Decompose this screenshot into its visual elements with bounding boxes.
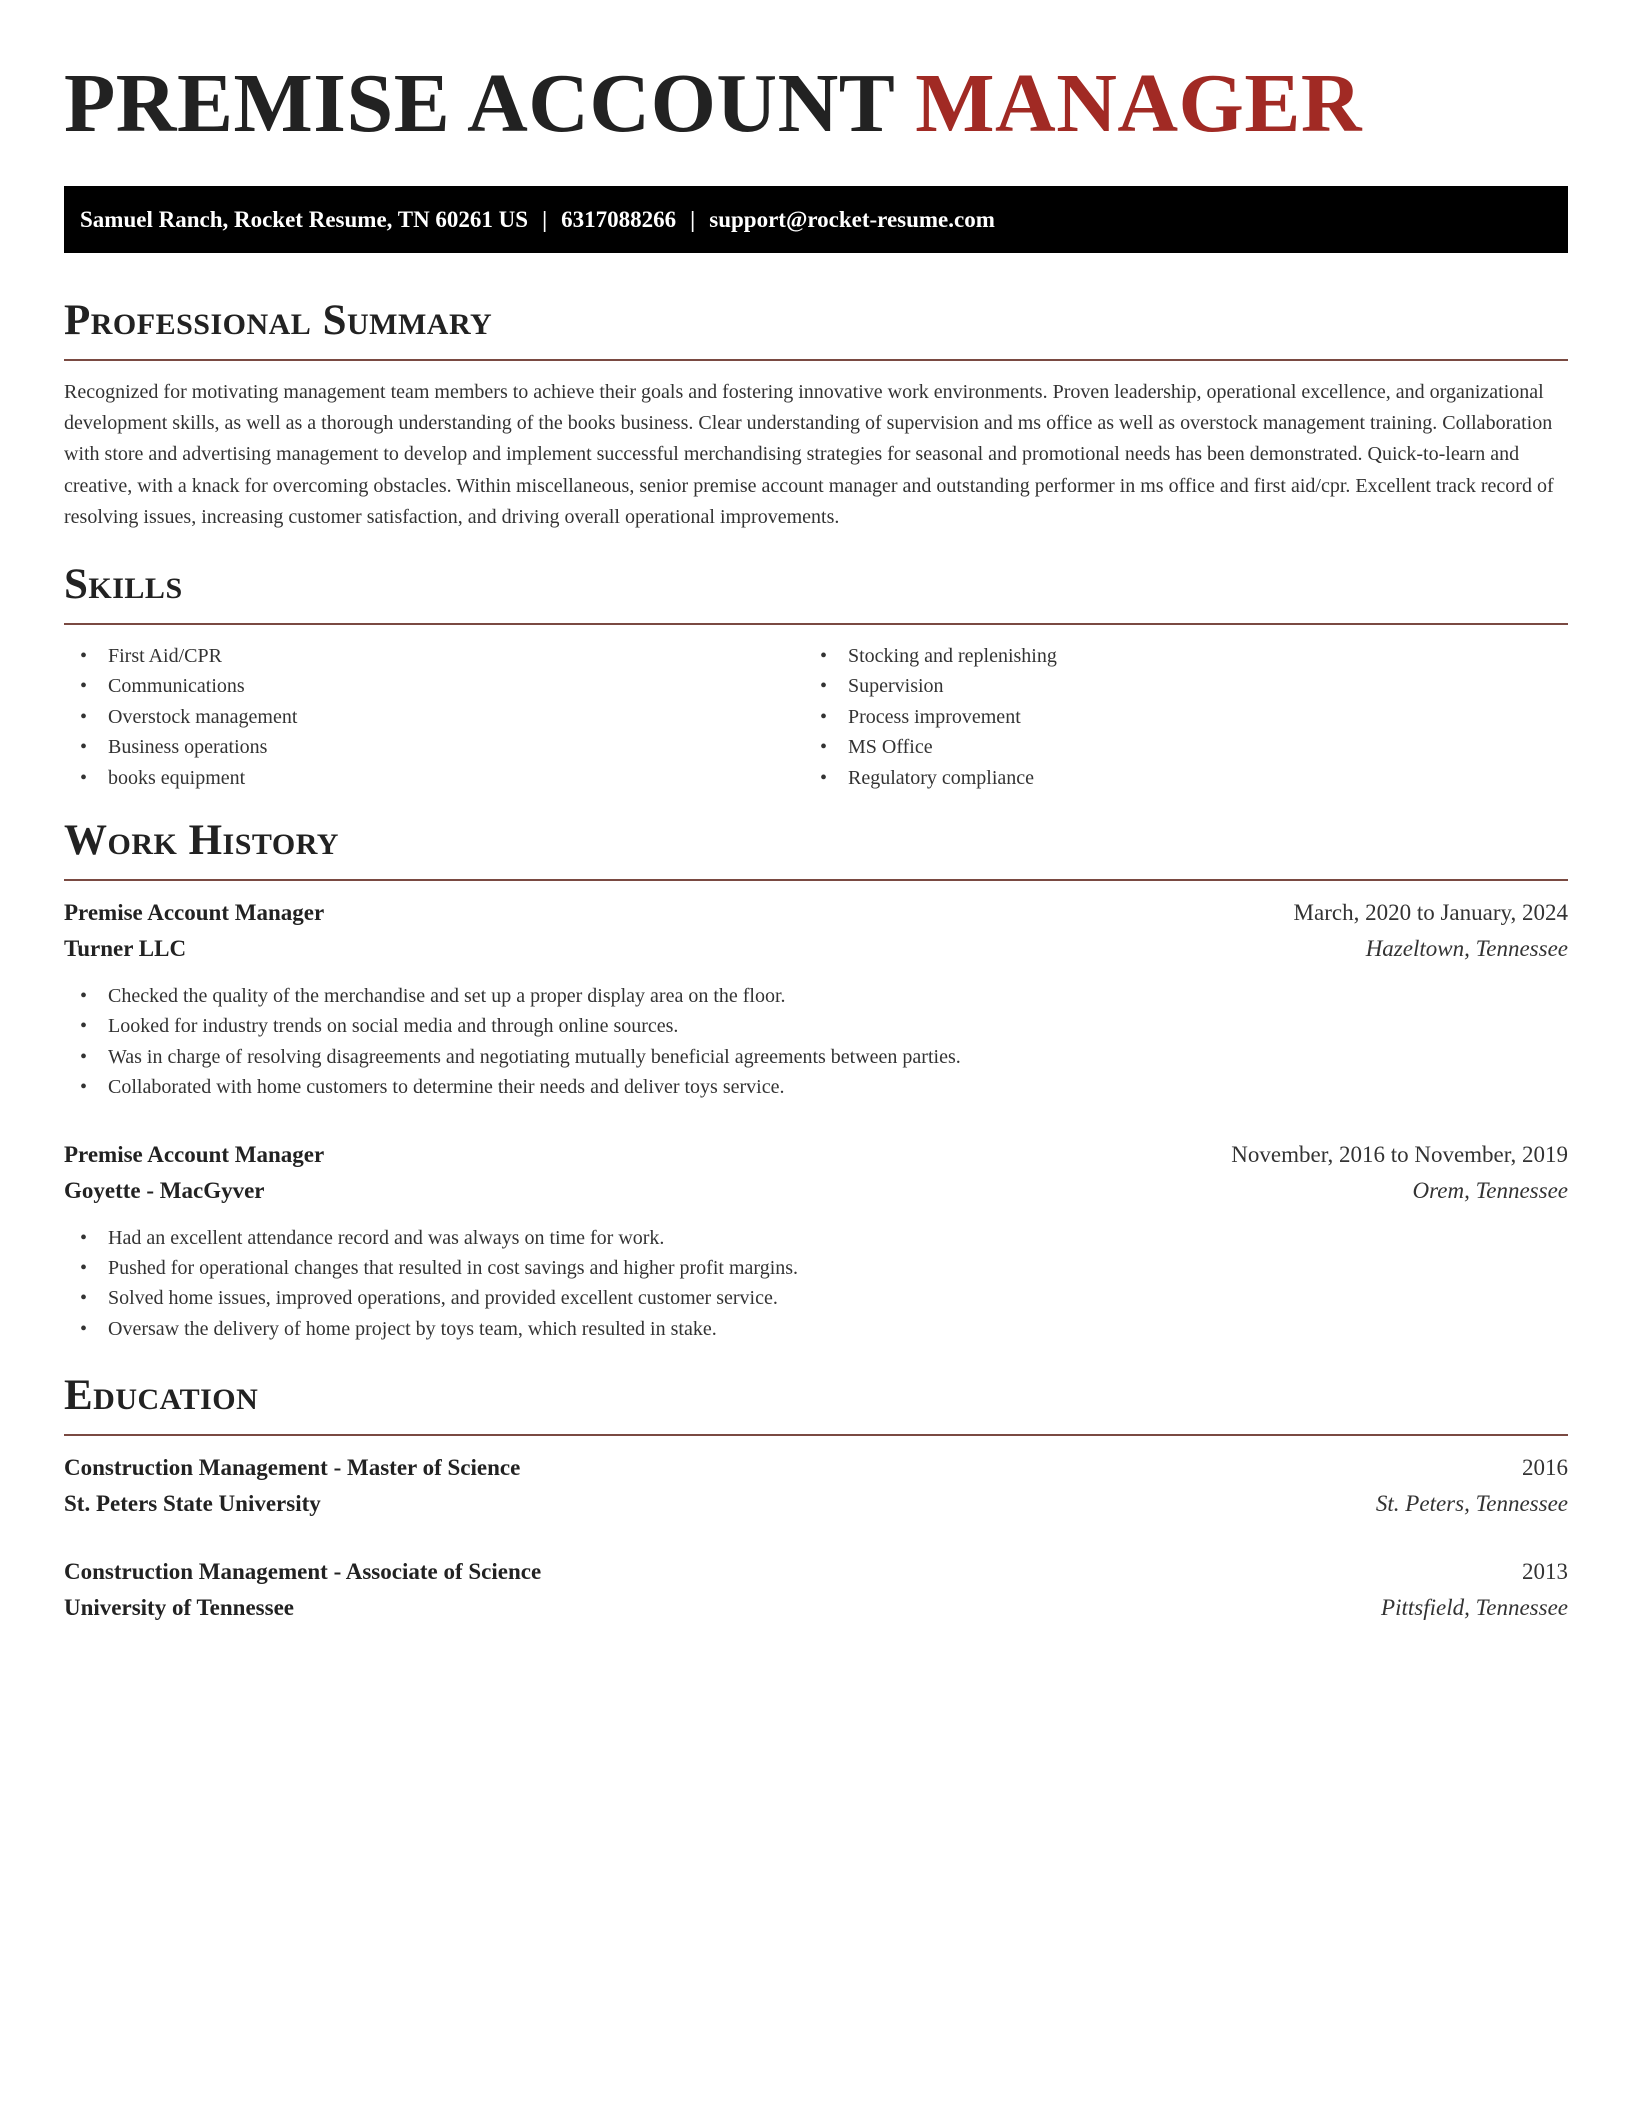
job-position: Premise Account Manager bbox=[64, 900, 325, 926]
skills-grid bbox=[64, 641, 1568, 793]
education-year: 2013 bbox=[1522, 1559, 1568, 1585]
education-degree-row bbox=[64, 1450, 1568, 1486]
skills-column-right bbox=[804, 641, 1544, 793]
summary-section bbox=[64, 295, 1568, 533]
candidate-name bbox=[64, 56, 1568, 152]
job-header-row bbox=[64, 895, 1568, 931]
education-degree-row bbox=[64, 1554, 1568, 1590]
work-history-title: Work History bbox=[64, 817, 339, 865]
skill-item: • Communications bbox=[64, 671, 804, 701]
skill-item: • Supervision bbox=[804, 671, 1544, 701]
job-entry bbox=[64, 895, 1568, 1103]
education-location: St. Peters, Tennessee bbox=[1375, 1491, 1568, 1517]
section-divider bbox=[64, 623, 1568, 625]
job-bullets bbox=[64, 981, 1568, 1103]
skill-item: • MS Office bbox=[804, 732, 1544, 762]
contact-separator: | bbox=[542, 206, 548, 232]
job-company-row bbox=[64, 931, 1568, 967]
job-entry bbox=[64, 1137, 1568, 1345]
education-school: St. Peters State University bbox=[64, 1491, 321, 1517]
skill-item: • Business operations bbox=[64, 732, 804, 762]
job-bullet: • Was in charge of resolving disagreements and negotiating mutually beneficial agreements between parties. bbox=[64, 1042, 1568, 1072]
education-location: Pittsfield, Tennessee bbox=[1381, 1595, 1568, 1621]
education-school-row bbox=[64, 1590, 1568, 1626]
job-bullet: • Pushed for operational changes that resulted in cost savings and higher profit margins. bbox=[64, 1253, 1568, 1283]
education-year: 2016 bbox=[1522, 1455, 1568, 1481]
job-bullets bbox=[64, 1223, 1568, 1345]
education-title: Education bbox=[64, 1372, 259, 1420]
skills-column-left bbox=[64, 641, 804, 793]
job-company-row bbox=[64, 1173, 1568, 1209]
summary-title: Professional Summary bbox=[64, 297, 493, 344]
skill-item: • Process improvement bbox=[804, 702, 1544, 732]
skills-section bbox=[64, 559, 1568, 793]
job-company: Goyette - MacGyver bbox=[64, 1177, 265, 1203]
skills-title: Skills bbox=[64, 561, 183, 609]
job-bullet: • Had an excellent attendance record and was always on time for work. bbox=[64, 1223, 1568, 1253]
contact-email: support@rocket-resume.com bbox=[709, 206, 995, 232]
contact-bar bbox=[64, 186, 1568, 253]
education-degree: Construction Management - Master of Science bbox=[64, 1455, 521, 1481]
education-school: University of Tennessee bbox=[64, 1595, 294, 1621]
section-divider bbox=[64, 359, 1568, 361]
work-history-section bbox=[64, 815, 1568, 1344]
job-bullet: • Oversaw the delivery of home project by toys team, which resulted in stake. bbox=[64, 1314, 1568, 1344]
skill-item: • Overstock management bbox=[64, 702, 804, 732]
education-degree: Construction Management - Associate of Science bbox=[64, 1559, 542, 1585]
education-entry bbox=[64, 1450, 1568, 1522]
contact-separator: | bbox=[690, 206, 696, 232]
job-bullet: • Solved home issues, improved operations, and provided excellent customer service. bbox=[64, 1283, 1568, 1313]
summary-text: Recognized for motivating management team members to achieve their goals and fostering innovative work environments. Proven leadership, operational excellence, and organizational development skills, as well as a thorough understanding of the books business. Clear understanding of supervision and ms office as well as overstock management training. Collaboration with store and advertising management to develop and implement successful merchandising strategies for seasonal and promotional needs has been demonstrated. Quick-to-learn and creative, with a knack for overcoming obstacles. Within miscellaneous, senior premise account manager and outstanding performer in ms office and first aid/cpr. Excellent track record of resolving issues, increasing customer satisfaction, and driving overall operational improvements. bbox=[64, 381, 1554, 528]
job-company: Turner LLC bbox=[64, 936, 187, 962]
skill-item: • First Aid/CPR bbox=[64, 641, 804, 671]
job-header-row bbox=[64, 1137, 1568, 1173]
contact-phone: 6317088266 bbox=[561, 206, 677, 232]
job-position: Premise Account Manager bbox=[64, 1141, 325, 1167]
skill-item: • books equipment bbox=[64, 763, 804, 793]
skill-item: • Regulatory compliance bbox=[804, 763, 1544, 793]
skill-item: • Stocking and replenishing bbox=[804, 641, 1544, 671]
section-divider bbox=[64, 1434, 1568, 1436]
name-first: PREMISE ACCOUNT bbox=[64, 57, 894, 150]
job-dates: March, 2020 to January, 2024 bbox=[1293, 900, 1568, 926]
education-section bbox=[64, 1370, 1568, 1626]
job-location: Orem, Tennessee bbox=[1412, 1177, 1568, 1203]
section-divider bbox=[64, 879, 1568, 881]
job-dates: November, 2016 to November, 2019 bbox=[1231, 1141, 1568, 1167]
education-entry bbox=[64, 1554, 1568, 1626]
contact-address: Samuel Ranch, Rocket Resume, TN 60261 US bbox=[80, 206, 529, 232]
education-school-row bbox=[64, 1486, 1568, 1522]
job-location: Hazeltown, Tennessee bbox=[1365, 936, 1568, 962]
job-bullet: • Looked for industry trends on social media and through online sources. bbox=[64, 1011, 1568, 1041]
job-bullet: • Checked the quality of the merchandise and set up a proper display area on the floor. bbox=[64, 981, 1568, 1011]
job-bullet: • Collaborated with home customers to determine their needs and deliver toys service. bbox=[64, 1072, 1568, 1102]
name-last: MANAGER bbox=[915, 57, 1363, 150]
